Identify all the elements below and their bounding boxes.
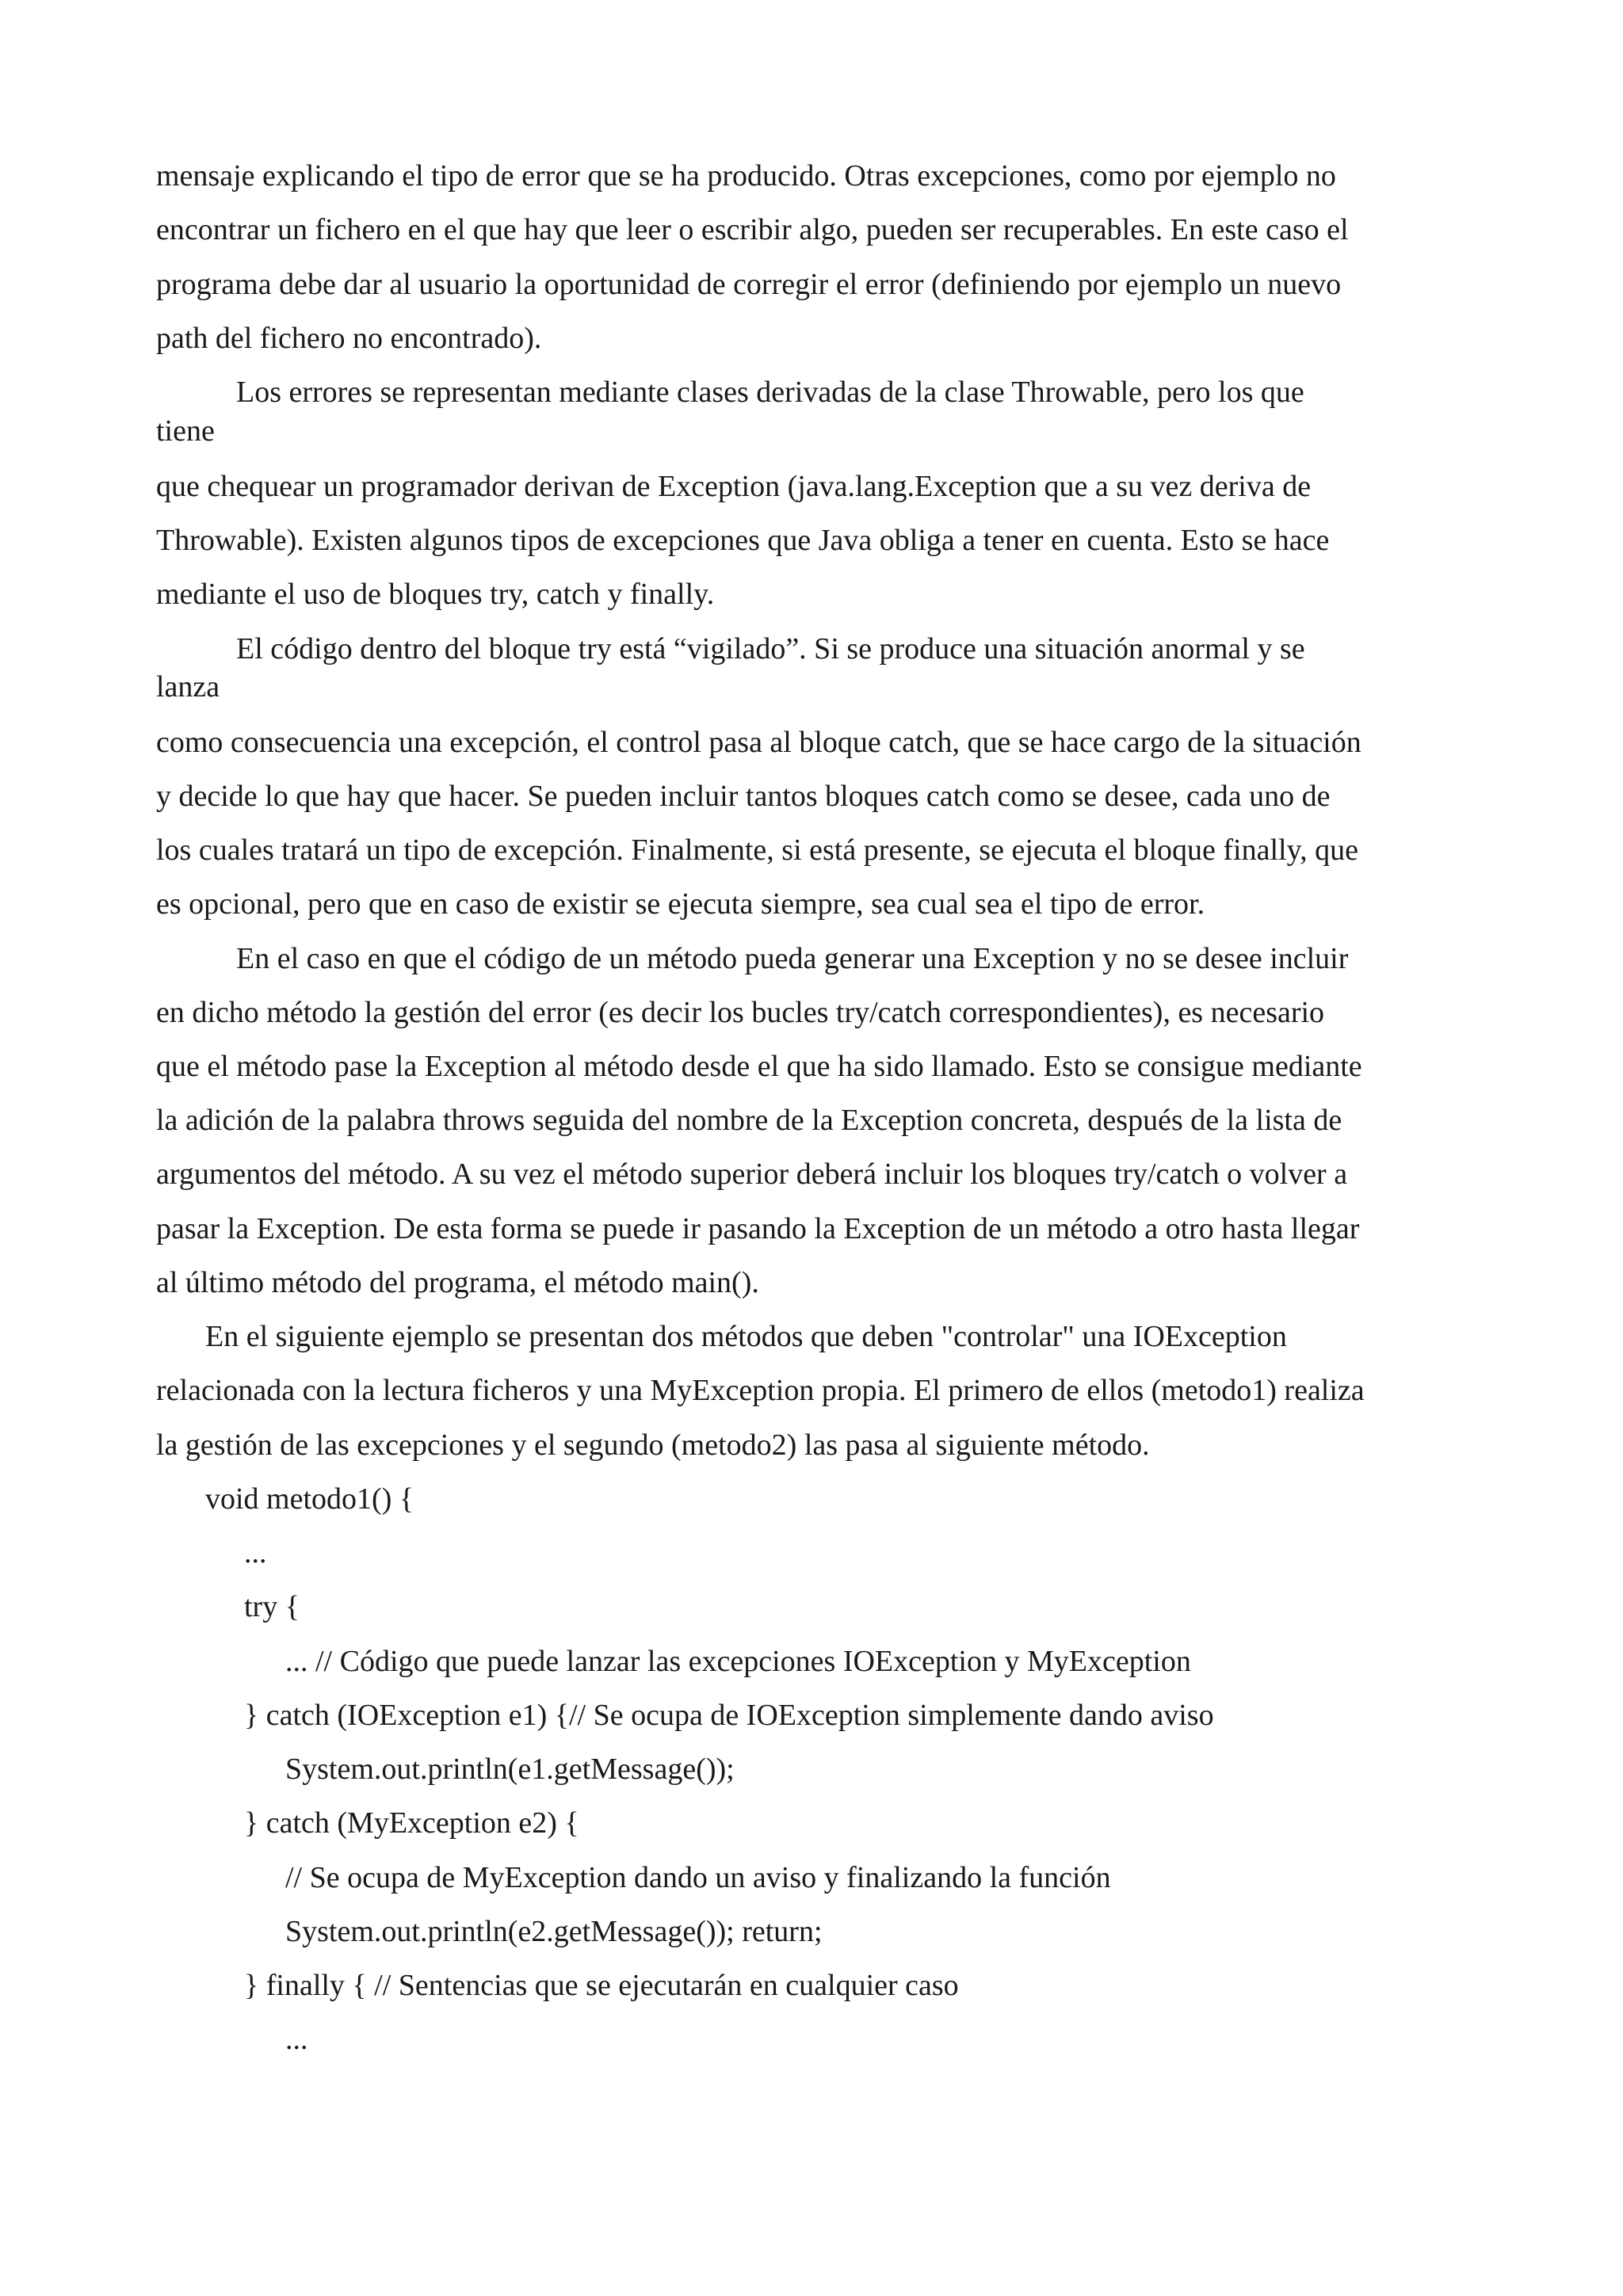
paragraph-line: lanza [156, 670, 220, 704]
code-line: // Se ocupa de MyException dando un aviso y finalizando la función [285, 1861, 1111, 1894]
paragraph-line: al último método del programa, el método main(). [156, 1266, 759, 1299]
paragraph-line: es opcional, pero que en caso de existir se ejecuta siempre, sea cual sea el tipo de error. [156, 887, 1205, 921]
paragraph-line: tiene [156, 414, 215, 448]
paragraph-line: pasar la Exception. De esta forma se puede ir pasando la Exception de un método a otro hasta llegar [156, 1212, 1360, 1245]
paragraph-line: la gestión de las excepciones y el segundo (metodo2) las pasa al siguiente método. [156, 1428, 1150, 1462]
code-line: ... // Código que puede lanzar las excepciones IOException y MyException [285, 1645, 1191, 1678]
paragraph-line: Throwable). Existen algunos tipos de excepciones que Java obliga a tener en cuenta. Esto se hace [156, 524, 1330, 557]
paragraph-line: relacionada con la lectura ficheros y una MyException propia. El primero de ellos (metodo1) realiza [156, 1374, 1365, 1407]
code-line: ... [244, 1536, 267, 1569]
paragraph-line: En el caso en que el código de un método pueda generar una Exception y no se desee incluir [236, 942, 1349, 975]
paragraph-line: path del fichero no encontrado). [156, 322, 542, 355]
code-line: ... [285, 2023, 308, 2056]
paragraph-line: como consecuencia una excepción, el control pasa al bloque catch, que se hace cargo de la situación [156, 726, 1361, 759]
code-line: System.out.println(e1.getMessage()); [285, 1753, 735, 1786]
paragraph-line: Los errores se representan mediante clases derivadas de la clase Throwable, pero los que [236, 376, 1304, 409]
paragraph-line: los cuales tratará un tipo de excepción. Finalmente, si está presente, se ejecuta el bloque finally, que [156, 833, 1358, 867]
paragraph-line: la adición de la palabra throws seguida del nombre de la Exception concreta, después de la lista de [156, 1104, 1342, 1137]
paragraph-line: que el método pase la Exception al método desde el que ha sido llamado. Esto se consigue mediante [156, 1050, 1362, 1083]
paragraph-line: y decide lo que hay que hacer. Se pueden incluir tantos bloques catch como se desee, cada uno de [156, 780, 1331, 813]
paragraph-line: El código dentro del bloque try está “vigilado”. Si se produce una situación anormal y se [236, 632, 1305, 666]
code-line: void metodo1() { [205, 1482, 414, 1516]
code-line: try { [244, 1590, 300, 1623]
paragraph-line: encontrar un fichero en el que hay que leer o escribir algo, pueden ser recuperables. En este caso el [156, 213, 1349, 246]
paragraph-line: mensaje explicando el tipo de error que se ha producido. Otras excepciones, como por ejemplo no [156, 159, 1336, 193]
paragraph-line: mediante el uso de bloques try, catch y finally. [156, 578, 715, 611]
paragraph-line: en dicho método la gestión del error (es decir los bucles try/catch correspondientes), es necesario [156, 996, 1325, 1029]
paragraph-line: que chequear un programador derivan de Exception (java.lang.Exception que a su vez deriva de [156, 470, 1312, 503]
paragraph-line: programa debe dar al usuario la oportunidad de corregir el error (definiendo por ejemplo un nuevo [156, 268, 1342, 301]
code-line: } catch (MyException e2) { [244, 1806, 579, 1840]
code-line: System.out.println(e2.getMessage()); return; [285, 1915, 823, 1948]
paragraph-line: En el siguiente ejemplo se presentan dos métodos que deben "controlar" una IOException [205, 1320, 1287, 1353]
code-line: } catch (IOException e1) {// Se ocupa de IOException simplemente dando aviso [244, 1699, 1214, 1732]
code-line: } finally { // Sentencias que se ejecutarán en cualquier caso [244, 1969, 959, 2002]
paragraph-line: argumentos del método. A su vez el método superior deberá incluir los bloques try/catch o volver a [156, 1158, 1348, 1191]
